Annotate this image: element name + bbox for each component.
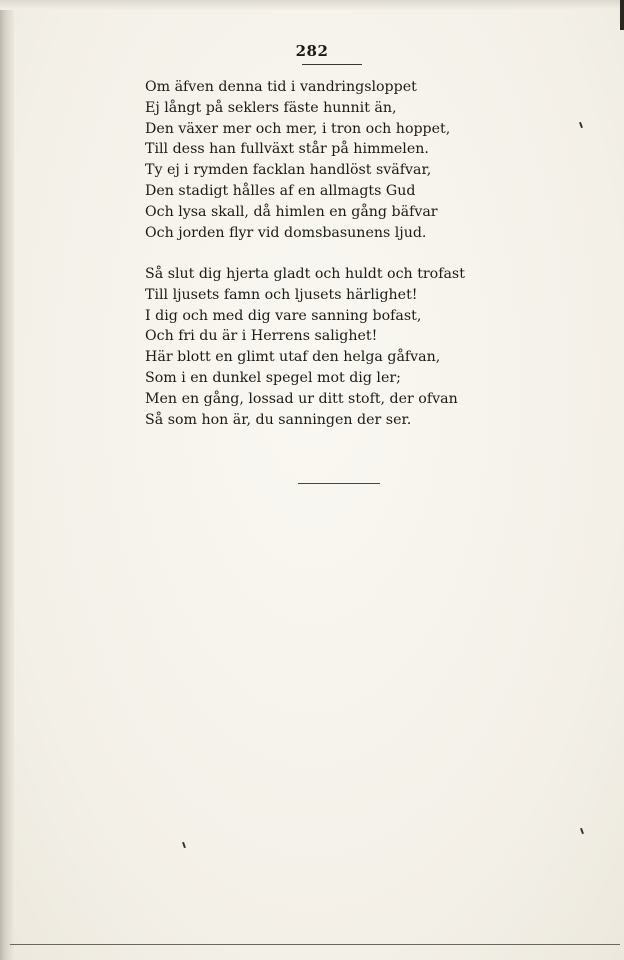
poem-line: Som i en dunkel spegel mot dig ler; <box>145 369 401 386</box>
ink-speck <box>580 828 584 834</box>
stanza-1 <box>145 77 525 243</box>
scan-bottom-edge <box>10 944 620 945</box>
poem-line: Och jorden flyr vid domsbasunens ljud. <box>145 224 427 241</box>
stanza-2 <box>145 264 525 430</box>
end-rule <box>298 483 380 484</box>
poem-line: Här blott en glimt utaf den helga gåfvan, <box>145 349 441 366</box>
ink-speck <box>579 122 583 128</box>
poem-line: Till dess han fullväxt står på himmelen. <box>145 141 429 158</box>
poem-line: I dig och med dig vare sanning bofast, <box>145 307 422 324</box>
page-number-rule <box>302 64 362 65</box>
poem-line: Och fri du är i Herrens salighet! <box>145 328 378 345</box>
ink-speck <box>182 842 186 848</box>
scan-top-edge <box>0 0 624 10</box>
poem-line: Och lysa skall, då himlen en gång bäfvar <box>145 203 438 220</box>
page-number: 282 <box>295 42 329 60</box>
poem-line: Ej långt på seklers fäste hunnit än, <box>145 99 397 116</box>
poem-line: Den stadigt hålles af en allmagts Gud <box>145 182 416 199</box>
scan-right-edge <box>620 0 624 30</box>
poem-line: Så slut dig hjerta gladt och huldt och trofast <box>145 266 465 282</box>
poem-line: Den växer mer och mer, i tron och hoppet, <box>145 120 451 137</box>
poem-line: Till ljusets famn och ljusets härlighet! <box>145 286 418 303</box>
poem-line: Ty ej i rymden facklan handlöst sväfvar, <box>145 162 432 179</box>
scan-left-edge <box>0 0 14 960</box>
poem-line: Så som hon är, du sanningen der ser. <box>145 411 412 428</box>
poem-line: Om äfven denna tid i vandringsloppet <box>145 79 417 95</box>
poem-line: Men en gång, lossad ur ditt stoft, der ofvan <box>145 390 458 407</box>
